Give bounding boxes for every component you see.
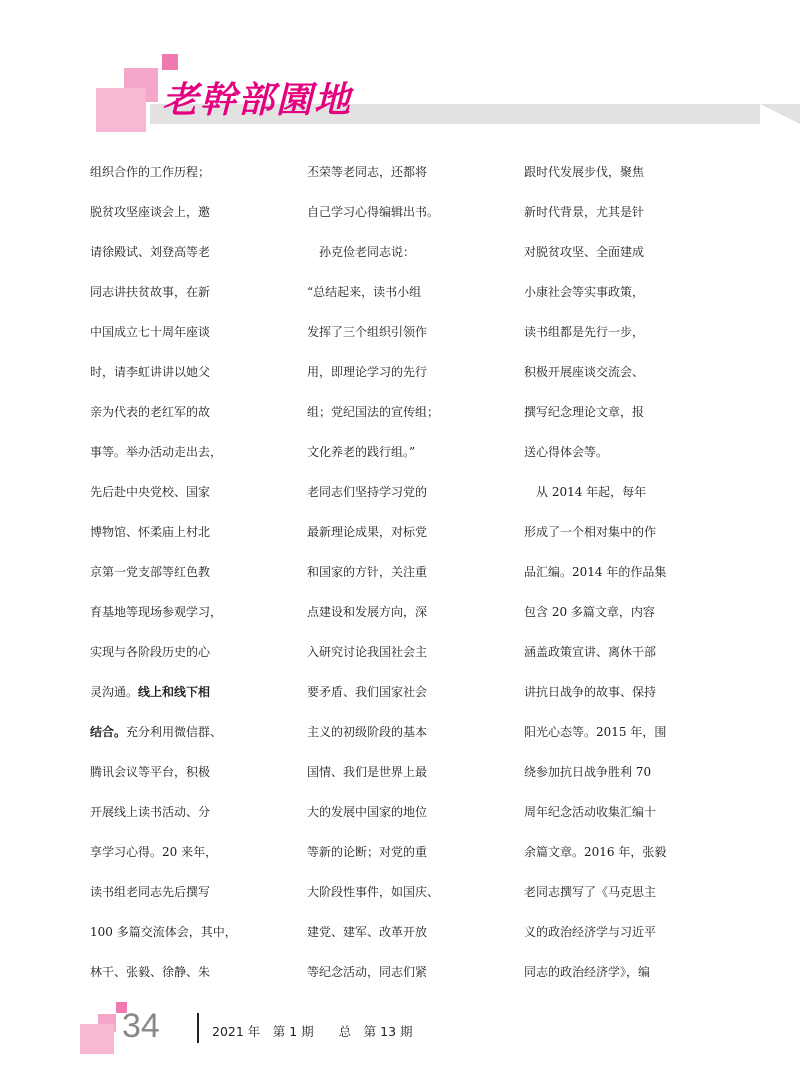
text-run: 实现与各阶段历史的心 bbox=[90, 645, 211, 659]
text-run: 周年纪念活动收集汇编十 bbox=[524, 805, 657, 819]
text-line bbox=[307, 512, 511, 552]
text-line bbox=[90, 392, 294, 432]
header-bar-tip bbox=[760, 104, 800, 124]
text-line bbox=[90, 512, 294, 552]
text-line bbox=[307, 232, 511, 272]
text-run: 点建设和发展方向，深 bbox=[307, 605, 428, 619]
text-run: 等纪念活动，同志们紧 bbox=[307, 965, 428, 979]
text-run: 包含 20 多篇文章，内容 bbox=[524, 605, 655, 619]
text-run: 充分利用微信群、 bbox=[126, 725, 223, 739]
text-run: 和国家的方针，关注重 bbox=[307, 565, 428, 579]
text-line bbox=[524, 752, 728, 792]
page-number: 34 bbox=[122, 1007, 160, 1045]
text-line bbox=[90, 832, 294, 872]
text-line bbox=[307, 912, 511, 952]
text-run: 阳光心态等。2015 年，围 bbox=[524, 725, 667, 739]
text-run: 读书组都是先行一步， bbox=[524, 325, 645, 339]
text-line bbox=[307, 432, 511, 472]
text-run: 开展线上读书活动、分 bbox=[90, 805, 211, 819]
text-line bbox=[524, 232, 728, 272]
text-line bbox=[307, 592, 511, 632]
text-line bbox=[524, 472, 728, 512]
text-line bbox=[307, 632, 511, 672]
text-line bbox=[90, 952, 294, 992]
text-line bbox=[307, 312, 511, 352]
text-line bbox=[90, 872, 294, 912]
text-line bbox=[307, 752, 511, 792]
text-line bbox=[307, 952, 511, 992]
text-run: 大的发展中国家的地位 bbox=[307, 805, 428, 819]
text-run: “总结起来，读书小组 bbox=[307, 285, 422, 299]
text-line bbox=[90, 792, 294, 832]
text-line bbox=[524, 872, 728, 912]
decor-square bbox=[80, 1024, 114, 1054]
text-column-1 bbox=[90, 152, 294, 992]
text-run: 脱贫攻坚座谈会上，邀 bbox=[90, 205, 211, 219]
text-run: 品汇编。2014 年的作品集 bbox=[524, 565, 667, 579]
text-run: 大阶段性事件，如国庆、 bbox=[307, 885, 440, 899]
text-run: 时，请李虹讲讲以她父 bbox=[90, 365, 211, 379]
issue-info: 2021 年 第 1 期 总 第 13 期 bbox=[212, 1024, 413, 1039]
text-run: 形成了一个相对集中的作 bbox=[524, 525, 657, 539]
text-run: 同志的政治经济学》，编 bbox=[524, 965, 651, 979]
text-run: 涵盖政策宣讲、离休干部 bbox=[524, 645, 657, 659]
text-run: 同志讲扶贫故事，在新 bbox=[90, 285, 211, 299]
text-run: 余篇文章。2016 年，张毅 bbox=[524, 845, 667, 859]
text-line bbox=[307, 192, 511, 232]
text-run: 组；党纪国法的宣传组； bbox=[307, 405, 440, 419]
text-line bbox=[307, 712, 511, 752]
text-line bbox=[90, 192, 294, 232]
text-run: 送心得体会等。 bbox=[524, 445, 609, 459]
text-line bbox=[524, 672, 728, 712]
text-column-3 bbox=[524, 152, 728, 992]
text-line bbox=[90, 272, 294, 312]
text-line bbox=[90, 432, 294, 472]
text-run: 新时代背景，尤其是针 bbox=[524, 205, 645, 219]
text-run: 请徐殿试、刘登高等老 bbox=[90, 245, 211, 259]
text-run: 读书组老同志先后撰写 bbox=[90, 885, 211, 899]
text-line bbox=[524, 432, 728, 472]
text-line bbox=[90, 632, 294, 672]
text-run: 撰写纪念理论文章，报 bbox=[524, 405, 645, 419]
text-line bbox=[524, 912, 728, 952]
bold-run: 线上和线下相 bbox=[138, 685, 211, 699]
text-run: 组织合作的工作历程； bbox=[90, 165, 211, 179]
text-run: 主义的初级阶段的基本 bbox=[307, 725, 428, 739]
text-run: 腾讯会议等平台，积极 bbox=[90, 765, 211, 779]
text-line bbox=[524, 392, 728, 432]
text-line bbox=[90, 672, 294, 712]
text-line bbox=[90, 912, 294, 952]
text-run: 事等。举办活动走出去， bbox=[90, 445, 223, 459]
text-line bbox=[524, 312, 728, 352]
text-line bbox=[307, 272, 511, 312]
text-run: 入研究讨论我国社会主 bbox=[307, 645, 428, 659]
text-run: 孙克俭老同志说： bbox=[307, 245, 416, 259]
text-line bbox=[307, 792, 511, 832]
text-line bbox=[524, 512, 728, 552]
text-run: 文化养老的践行组。” bbox=[307, 445, 416, 459]
text-line bbox=[307, 152, 511, 192]
text-line bbox=[90, 712, 294, 752]
text-column-2 bbox=[307, 152, 511, 992]
text-line bbox=[307, 472, 511, 512]
text-line bbox=[90, 552, 294, 592]
text-run: 博物馆、怀柔庙上村北 bbox=[90, 525, 211, 539]
text-line bbox=[524, 352, 728, 392]
text-line bbox=[524, 192, 728, 232]
text-run: 老同志撰写了《马克思主 bbox=[524, 885, 657, 899]
text-run: 享学习心得。20 来年， bbox=[90, 845, 218, 859]
text-run: 要矛盾、我们国家社会 bbox=[307, 685, 428, 699]
text-line bbox=[524, 272, 728, 312]
text-run: 丕荣等老同志，还都将 bbox=[307, 165, 428, 179]
decor-square bbox=[96, 88, 146, 132]
text-line bbox=[524, 712, 728, 752]
text-run: 建党、建军、改革开放 bbox=[307, 925, 428, 939]
text-line bbox=[307, 832, 511, 872]
text-run: 对脱贫攻坚、全面建成 bbox=[524, 245, 645, 259]
text-line bbox=[307, 552, 511, 592]
text-run: 绕参加抗日战争胜利 70 bbox=[524, 765, 652, 779]
text-line bbox=[90, 232, 294, 272]
text-run: 育基地等现场参观学习， bbox=[90, 605, 223, 619]
text-line bbox=[307, 392, 511, 432]
text-run: 100 多篇交流体会，其中， bbox=[90, 925, 237, 939]
text-run: 中国成立七十周年座谈 bbox=[90, 325, 211, 339]
text-run: 亲为代表的老红军的故 bbox=[90, 405, 211, 419]
text-run: 灵沟通。 bbox=[90, 685, 139, 699]
text-run: 讲抗日战争的故事、保持 bbox=[524, 685, 657, 699]
text-run: 林干、张毅、徐静、朱 bbox=[90, 965, 211, 979]
text-line bbox=[90, 752, 294, 792]
text-run: 国情、我们是世界上最 bbox=[307, 765, 428, 779]
text-line bbox=[90, 472, 294, 512]
text-line bbox=[90, 592, 294, 632]
decor-square bbox=[162, 54, 178, 70]
text-run: 用，即理论学习的先行 bbox=[307, 365, 428, 379]
text-run: 等新的论断；对党的重 bbox=[307, 845, 428, 859]
text-line bbox=[524, 552, 728, 592]
text-run: 小康社会等实事政策， bbox=[524, 285, 645, 299]
text-line bbox=[307, 872, 511, 912]
text-run: 先后赴中央党校、国家 bbox=[90, 485, 211, 499]
text-line bbox=[524, 632, 728, 672]
text-line bbox=[524, 792, 728, 832]
text-line bbox=[90, 152, 294, 192]
text-run: 积极开展座谈交流会、 bbox=[524, 365, 645, 379]
section-title: 老幹部園地 bbox=[162, 79, 353, 121]
text-run: 自己学习心得编辑出书。 bbox=[307, 205, 440, 219]
text-line bbox=[524, 832, 728, 872]
section-header bbox=[0, 0, 800, 150]
bold-run: 结合。 bbox=[90, 725, 127, 739]
text-run: 跟时代发展步伐，聚焦 bbox=[524, 165, 645, 179]
text-line bbox=[524, 952, 728, 992]
text-run: 老同志们坚持学习党的 bbox=[307, 485, 428, 499]
text-line bbox=[90, 312, 294, 352]
text-line bbox=[307, 672, 511, 712]
text-run: 发挥了三个组织引领作 bbox=[307, 325, 428, 339]
text-line bbox=[307, 352, 511, 392]
text-line bbox=[90, 352, 294, 392]
text-line bbox=[524, 152, 728, 192]
text-run: 京第一党支部等红色教 bbox=[90, 565, 211, 579]
text-run: 最新理论成果，对标党 bbox=[307, 525, 428, 539]
text-run: 义的政治经济学与习近平 bbox=[524, 925, 657, 939]
text-run: 从 2014 年起，每年 bbox=[524, 485, 647, 499]
text-line bbox=[524, 592, 728, 632]
footer-divider bbox=[197, 1013, 199, 1043]
